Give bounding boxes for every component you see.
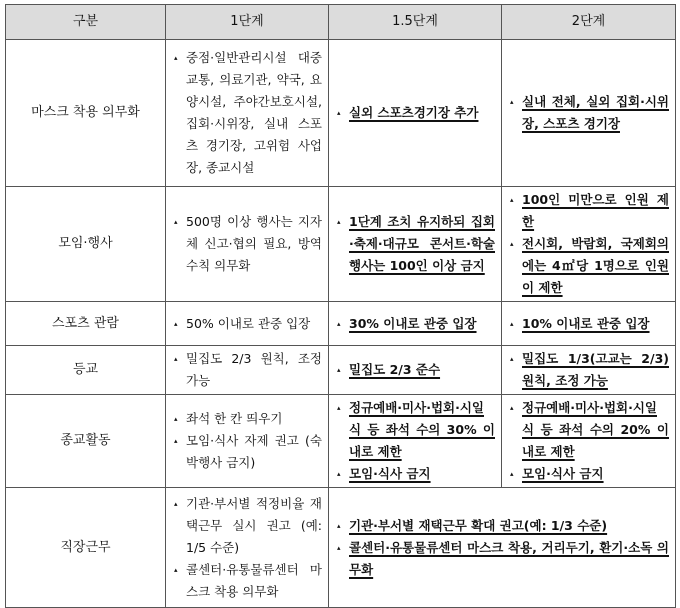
stage1-cell [166, 488, 329, 608]
stage15-and-2-cell [329, 488, 676, 608]
row-religion [6, 395, 676, 488]
list-item: ▴ 중점·일반관리시설 대중교통, 의료기관, 약국, 요양시설, 주야간보호시설, 집회·시위장, 실내 스포츠 경기장, 고위험 사업장, 종교시설 [174, 47, 322, 179]
bullet-icon: ▴ [337, 366, 341, 374]
list-item: ▴ 전시회, 박람회, 국제회의에는 4㎡당 1명으로 인원이 제한 [510, 233, 669, 299]
row-category: 스포츠 관람 [6, 302, 166, 346]
list-item: ▴ 콜센터·유통물류센터 마스크 착용, 거리두기, 환기·소독 의무화 [337, 537, 669, 581]
measures-table-container [5, 4, 675, 608]
row-workplace [6, 488, 676, 608]
bullet-icon: ▴ [174, 218, 178, 226]
list-item: ▴ 콜센터·유통물류센터 마스크 착용 의무화 [174, 559, 322, 603]
bullet-icon: ▴ [510, 404, 514, 412]
bullet-icon: ▴ [174, 355, 178, 363]
row-category: 등교 [6, 346, 166, 395]
stage2-cell [502, 40, 676, 187]
row-category: 마스크 착용 의무화 [6, 40, 166, 187]
list-item: ▴ 모임·식사 금지 [337, 463, 495, 485]
bullet-icon: ▴ [510, 196, 514, 204]
bullet-icon: ▴ [510, 319, 514, 328]
list-item: ▴ 정규예배·미사·법회·시일식 등 좌석 수의 30% 이내로 제한 [337, 397, 495, 463]
bullet-icon: ▴ [174, 415, 178, 423]
bullet-icon: ▴ [337, 218, 341, 226]
list-item: ▴ 기관·부서별 적정비율 재택근무 실시 권고 (예: 1/5 수준) [174, 493, 322, 559]
list-item: ▴ 기관·부서별 재택근무 확대 권고(예: 1/3 수준) [337, 515, 669, 537]
row-gatherings [6, 187, 676, 302]
list-item: ▴ 실내 전체, 실외 집회·시위장, 스포츠 경기장 [510, 91, 669, 135]
list-item: ▴ 실외 스포츠경기장 추가 [337, 102, 495, 124]
list-item: ▴ 좌석 한 칸 띄우기 [174, 408, 322, 430]
stage2-cell [502, 395, 676, 488]
list-item: ▴ 30% 이내로 관중 입장 [337, 313, 495, 335]
stage15-cell [329, 395, 502, 488]
stage2-cell [502, 187, 676, 302]
row-school [6, 346, 676, 395]
header-stage-1: 1단계 [166, 5, 329, 40]
bullet-icon: ▴ [337, 404, 341, 412]
bullet-icon: ▴ [337, 470, 341, 478]
row-mask [6, 40, 676, 187]
list-item: ▴ 50% 이내로 관중 입장 [174, 313, 322, 335]
header-stage-1-5: 1.5단계 [329, 5, 502, 40]
bullet-icon: ▴ [337, 543, 341, 552]
row-category: 모임·행사 [6, 187, 166, 302]
row-sports [6, 302, 676, 346]
bullet-icon: ▴ [337, 319, 341, 328]
bullet-icon: ▴ [174, 437, 178, 445]
bullet-icon: ▴ [510, 470, 514, 478]
bullet-icon: ▴ [174, 565, 178, 574]
list-item: ▴ 모임·식사 금지 [510, 463, 669, 485]
stage2-cell [502, 346, 676, 395]
stage1-cell [166, 395, 329, 488]
list-item: ▴ 밀집도 1/3(고교는 2/3) 원칙, 조정 가능 [510, 348, 669, 392]
row-category: 직장근무 [6, 488, 166, 608]
list-item: ▴ 정규예배·미사·법회·시일식 등 좌석 수의 20% 이내로 제한 [510, 397, 669, 463]
distancing-measures-table [5, 4, 676, 608]
stage15-cell [329, 346, 502, 395]
list-item: ▴ 500명 이상 행사는 지자체 신고·협의 필요, 방역수칙 의무화 [174, 211, 322, 277]
stage1-cell [166, 302, 329, 346]
list-item: ▴ 10% 이내로 관중 입장 [510, 313, 669, 335]
table-header-row [6, 5, 676, 40]
stage2-cell [502, 302, 676, 346]
row-category: 종교활동 [6, 395, 166, 488]
bullet-icon: ▴ [174, 499, 178, 508]
bullet-icon: ▴ [337, 521, 341, 530]
list-item: ▴ 밀집도 2/3 원칙, 조정 가능 [174, 348, 322, 392]
stage1-cell [166, 346, 329, 395]
stage15-cell [329, 302, 502, 346]
list-item: ▴ 100인 미만으로 인원 제한 [510, 189, 669, 233]
list-item: ▴ 모임·식사 자제 권고 (숙박행사 금지) [174, 430, 322, 474]
bullet-icon: ▴ [510, 240, 514, 248]
bullet-icon: ▴ [174, 319, 178, 328]
list-item: ▴ 밀집도 2/3 준수 [337, 359, 495, 381]
bullet-icon: ▴ [510, 355, 514, 363]
header-stage-2: 2단계 [502, 5, 676, 40]
stage15-cell [329, 187, 502, 302]
header-category: 구분 [6, 5, 166, 40]
stage15-cell [329, 40, 502, 187]
stage1-cell [166, 40, 329, 187]
bullet-icon: ▴ [510, 98, 514, 106]
stage1-cell [166, 187, 329, 302]
bullet-icon: ▴ [174, 54, 178, 62]
list-item: ▴ 1단계 조치 유지하되 집회·축제·대규모 콘서트·학술 행사는 100인 이상 금지 [337, 211, 495, 277]
bullet-icon: ▴ [337, 109, 341, 117]
